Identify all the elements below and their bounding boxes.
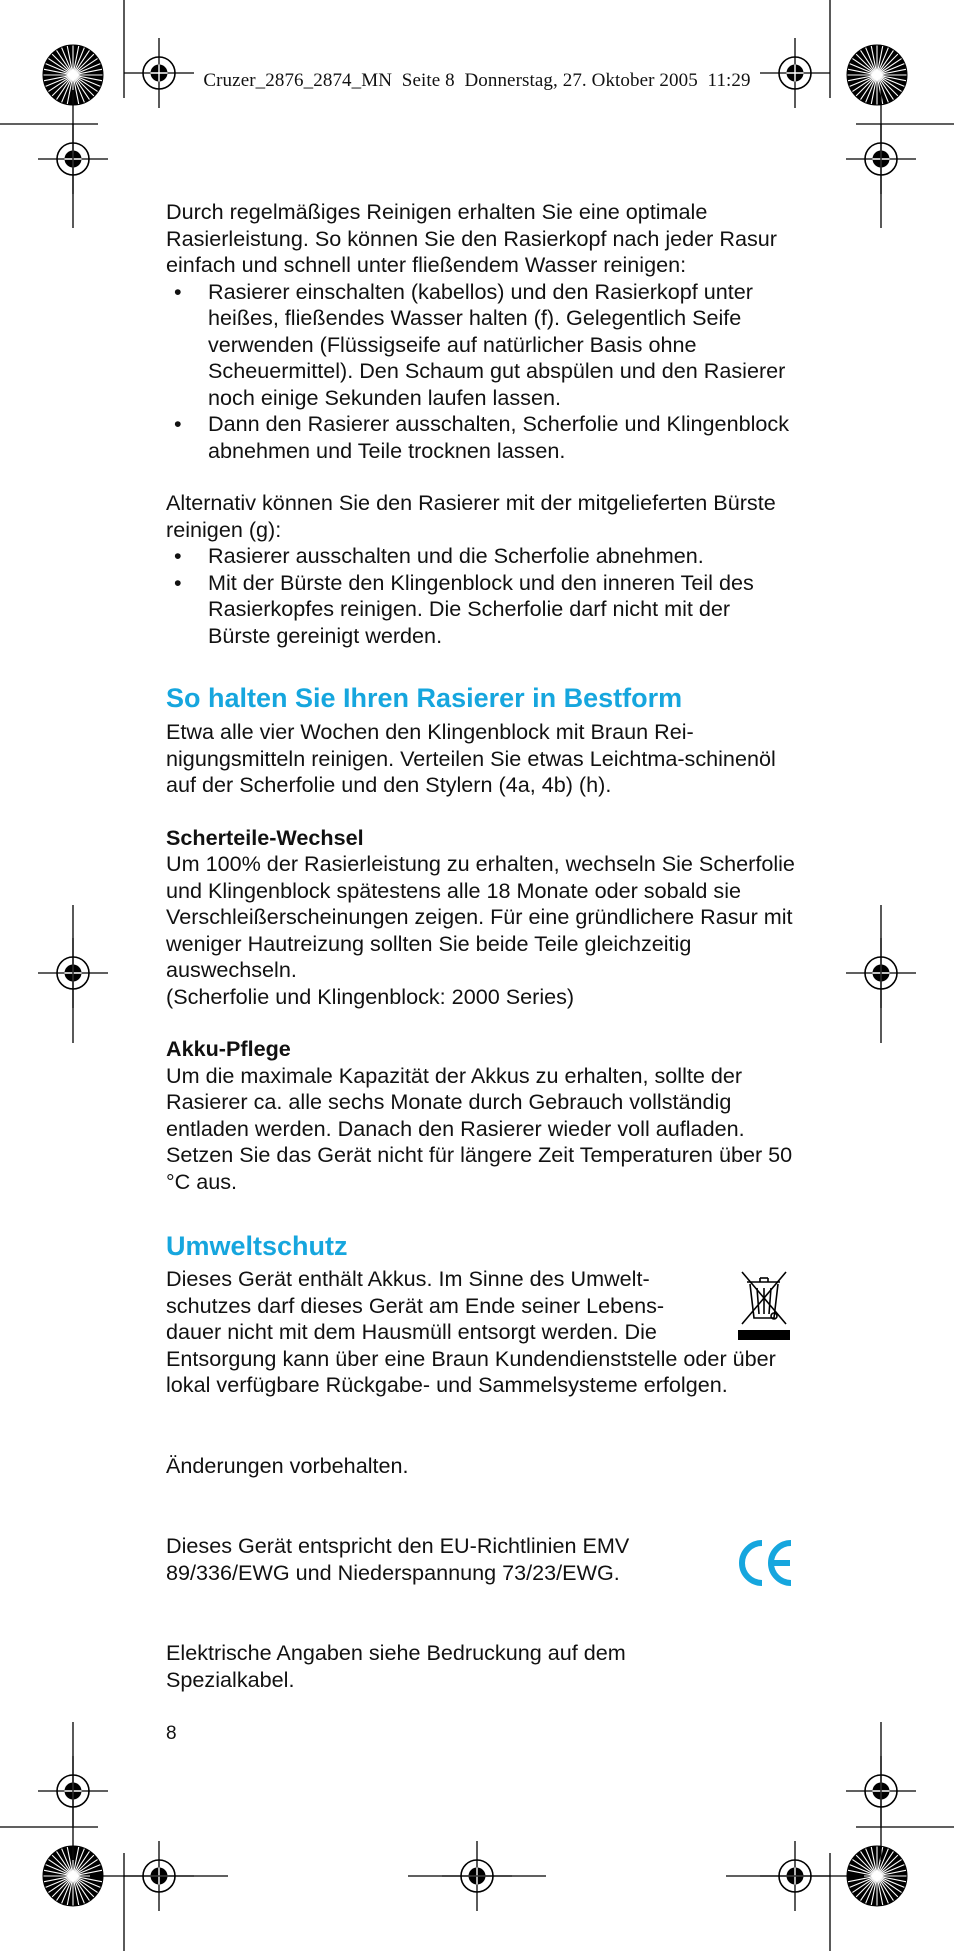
header-filename: Cruzer_2876_2874_MN	[203, 70, 393, 91]
environment-line: schutzes darf dieses Gerät am Ende seiner Lebens-	[166, 1292, 665, 1318]
changes-reserved: Änderungen vorbehalten.	[166, 1452, 409, 1478]
environment-line: Dieses Gerät enthält Akkus. Im Sinne des Umwelt-	[166, 1266, 650, 1291]
crossed-out-wheelie-bin-icon	[736, 1268, 792, 1342]
cleaning-bullet-list	[166, 279, 796, 465]
eu-conformity-block	[166, 1533, 796, 1586]
environment-line: dauer nicht mit dem Hausmüll entsorgt werden. Die	[166, 1319, 657, 1344]
eu-conformity-line: 89/336/EWG und Niederspannung 73/23/EWG.	[166, 1559, 620, 1585]
parts-replacement-note: (Scherfolie und Klingenblock: 2000 Series)	[166, 983, 575, 1009]
header-page-ref: Seite 8	[401, 70, 455, 91]
cleaning-intro: Durch regelmäßiges Reinigen erhalten Sie eine optimale Rasierleistung. So können Sie den Rasierkopf nach jeder Rasur einfach und schnell unter fließendem Wasser reinigen:	[166, 199, 777, 277]
ce-mark-icon	[736, 1537, 796, 1589]
brush-bullet-list	[166, 543, 796, 649]
brush-intro: Alternativ können Sie den Rasierer mit der mitgelieferten Bürste reinigen (g):	[166, 490, 776, 542]
eu-conformity-line: Dieses Gerät entspricht den EU-Richtlinien EMV	[166, 1533, 630, 1558]
print-slug-header	[0, 70, 954, 92]
header-date: Donnerstag, 27. Oktober 2005	[464, 70, 698, 91]
bestform-text: Etwa alle vier Wochen den Klingenblock mit Braun Rei-nigungsmitteln reinigen. Verteilen Sie etwas Leichtma-schinenöl auf der Scherfolie und den Stylern (4a, 4b) (h).	[166, 719, 776, 797]
header-time: 11:29	[707, 70, 751, 91]
parts-replacement-text: Um 100% der Rasierleistung zu erhalten, wechseln Sie Scherfolie und Klingenblock spätestens alle 18 Monate oder sobald sie Verschleißerscheinungen zeigen. Für eine gründlichere Rasur mit weniger Hautreizung sollten Sie beide Teile gleichzeitig auswechseln.	[166, 851, 795, 982]
section-heading-bestform: So halten Sie Ihren Rasierer in Bestform	[166, 683, 683, 713]
list-item: • Rasierer ausschalten und die Scherfolie abnehmen.	[166, 543, 796, 570]
parts-replacement-title: Scherteile-Wechsel	[166, 824, 364, 850]
environment-text: Entsorgung kann über eine Braun Kundendienststelle oder über lokal verfügbare Rückgabe- und Sammelsysteme erfolgen.	[166, 1345, 776, 1397]
list-item: • Dann den Rasierer ausschalten, Scherfolie und Klingenblock abnehmen und Teile trocknen lassen.	[166, 411, 796, 464]
page-number: 8	[166, 1723, 177, 1744]
list-item: • Mit der Bürste den Klingenblock und den inneren Teil des Rasierkopfes reinigen. Die Scherfolie darf nicht mit der Bürste gereinigt werden.	[166, 570, 796, 650]
electrical-info-line: Spezialkabel.	[166, 1666, 295, 1692]
page-content	[166, 199, 796, 1748]
list-item: • Rasierer einschalten (kabellos) und den Rasierkopf unter heißes, fließendes Wasser halten (f). Gelegentlich Seife verwenden (Flüssigseife auf natürlicher Basis ohne Scheuermittel). Den Schaum gut abspülen und den Rasierer noch einige Sekunden laufen lassen.	[166, 279, 796, 412]
battery-care-title: Akku-Pflege	[166, 1036, 291, 1061]
battery-care-text: Um die maximale Kapazität der Akkus zu erhalten, sollte der Rasierer ca. alle sechs Monate durch Gebrauch vollständig entladen werden. Danach den Rasierer wieder voll aufladen. Setzen Sie das Gerät nicht für längere Zeit Temperaturen über 50 °C aus.	[166, 1062, 793, 1194]
section-heading-umweltschutz: Umweltschutz	[166, 1231, 348, 1261]
environment-block	[166, 1266, 796, 1399]
electrical-info-line: Elektrische Angaben siehe Bedruckung auf dem	[166, 1640, 626, 1665]
